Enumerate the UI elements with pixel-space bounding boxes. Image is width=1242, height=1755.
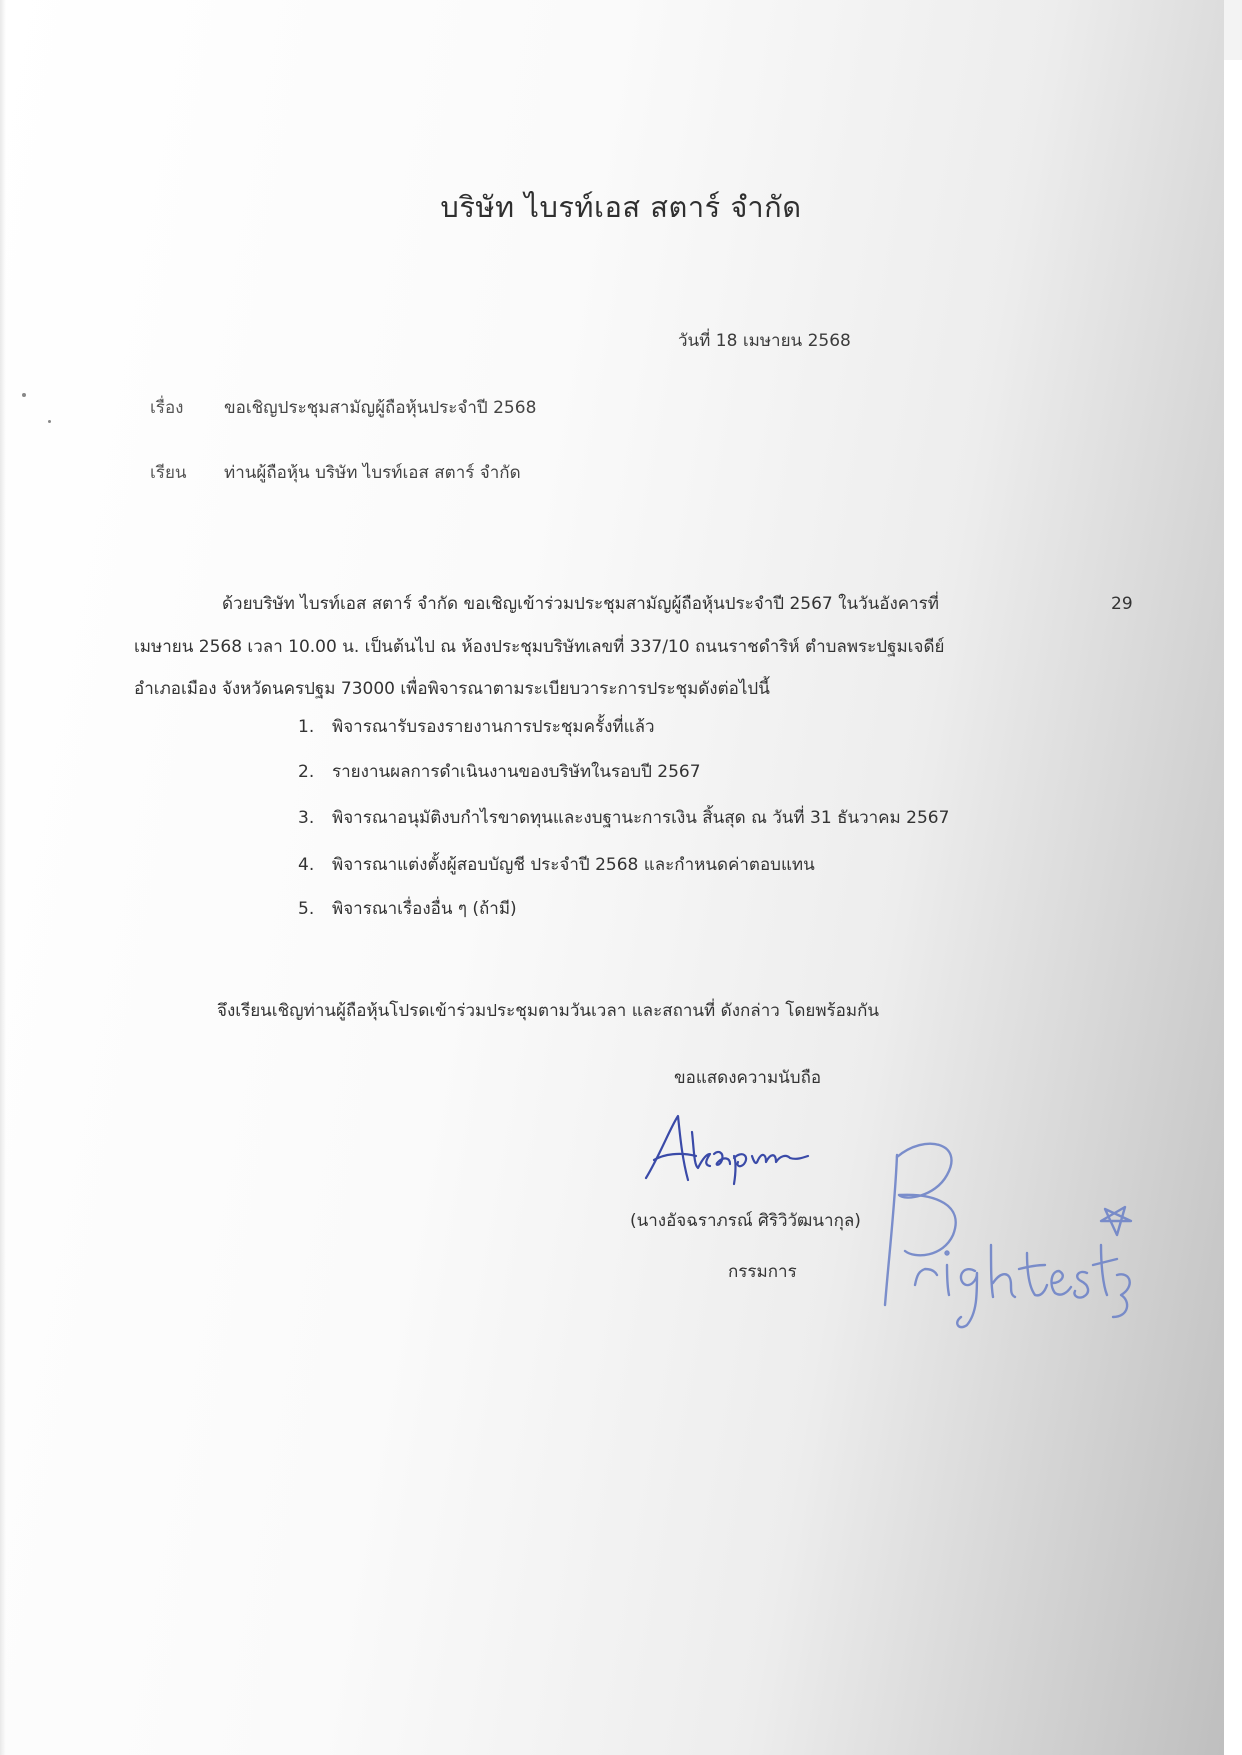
agenda-item-text: พิจารณาแต่งตั้งผู้สอบบัญชี ประจำปี 2568 และกำหนดค่าตอบแทน bbox=[332, 855, 815, 875]
agenda-item-text: พิจารณาเรื่องอื่น ๆ (ถ้ามี) bbox=[332, 899, 517, 919]
body-line-1-tail: 29 bbox=[1111, 594, 1133, 614]
letter-date: วันที่ 18 เมษายน 2568 bbox=[678, 331, 851, 351]
agenda-item-number: 4. bbox=[298, 855, 315, 875]
subject-text: ขอเชิญประชุมสามัญผู้ถือหุ้นประจำปี 2568 bbox=[224, 398, 537, 418]
body-line-2: เมษายน 2568 เวลา 10.00 น. เป็นต้นไป ณ ห้องประชุมบริษัทเลขที่ 337/10 ถนนราชดำริห์ ตำบลพระปฐมเจดีย์ bbox=[134, 637, 945, 657]
agenda-item-number: 3. bbox=[298, 808, 315, 828]
scan-right-edge-top bbox=[1224, 0, 1242, 60]
agenda-item-number: 1. bbox=[298, 717, 315, 737]
handwritten-signature bbox=[640, 1110, 840, 1190]
agenda-item-text: รายงานผลการดำเนินงานของบริษัทในรอบปี 2567 bbox=[332, 762, 701, 782]
scan-right-edge bbox=[1224, 60, 1242, 1755]
closing-paragraph: จึงเรียนเชิญท่านผู้ถือหุ้นโปรดเข้าร่วมประชุมตามวันเวลา และสถานที่ ดังกล่าว โดยพร้อมกัน bbox=[217, 1001, 880, 1021]
regards-line: ขอแสดงความนับถือ bbox=[674, 1068, 822, 1088]
company-stamp bbox=[855, 1135, 1135, 1345]
agenda-item-number: 5. bbox=[298, 899, 315, 919]
recipient-label: เรียน bbox=[150, 463, 187, 483]
body-line-1: ด้วยบริษัท ไบรท์เอส สตาร์ จำกัด ขอเชิญเข้าร่วมประชุมสามัญผู้ถือหุ้นประจำปี 2567 ในวันอังคารที่ bbox=[222, 594, 940, 614]
agenda-item-text: พิจารณาอนุมัติงบกำไรขาดทุนและงบฐานะการเงิน สิ้นสุด ณ วันที่ 31 ธันวาคม 2567 bbox=[332, 808, 950, 828]
company-title: บริษัท ไบรท์เอส สตาร์ จำกัด bbox=[440, 190, 802, 224]
recipient-text: ท่านผู้ถือหุ้น บริษัท ไบรท์เอส สตาร์ จำกัด bbox=[224, 463, 521, 483]
subject-label: เรื่อง bbox=[150, 398, 184, 418]
body-line-3: อำเภอเมือง จังหวัดนครปฐม 73000 เพื่อพิจารณาตามระเบียบวาระการประชุมดังต่อไปนี้ bbox=[134, 679, 770, 699]
scan-speck bbox=[48, 420, 51, 423]
signer-name: (นางอัจฉราภรณ์ ศิริวิวัฒนากุล) bbox=[630, 1211, 861, 1231]
scan-left-edge bbox=[0, 0, 6, 1755]
scan-speck bbox=[22, 393, 26, 397]
agenda-item-text: พิจารณารับรองรายงานการประชุมครั้งที่แล้ว bbox=[332, 717, 655, 737]
agenda-item-number: 2. bbox=[298, 762, 315, 782]
signer-title: กรรมการ bbox=[728, 1262, 797, 1282]
